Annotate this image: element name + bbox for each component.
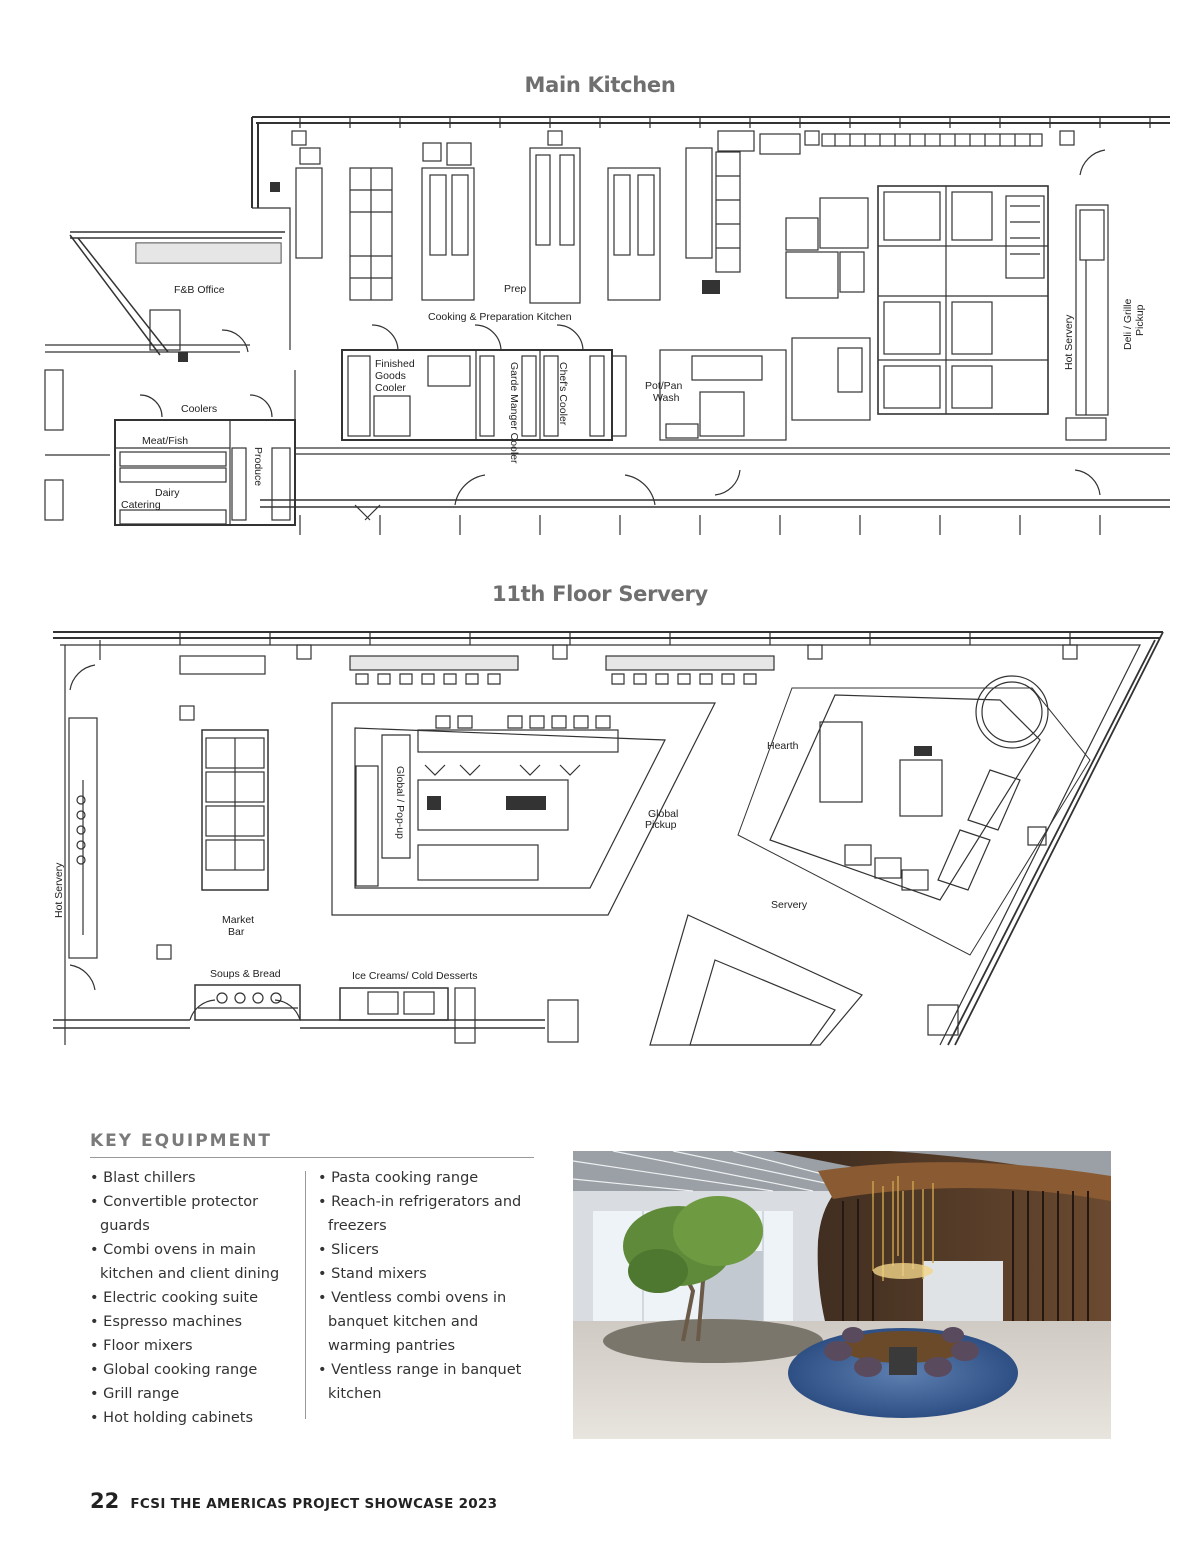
list-item: • Hot holding cabinets <box>90 1406 295 1430</box>
column-divider <box>305 1171 306 1419</box>
list-item: • Floor mixers <box>90 1334 295 1358</box>
dining-room-photo <box>573 1151 1111 1439</box>
label-servery: Servery <box>771 899 808 911</box>
list-item: • Pasta cooking range <box>318 1166 533 1190</box>
label-deli-grille-1: Deli / Grille <box>1122 298 1134 350</box>
label-catering: Catering <box>121 499 161 511</box>
label-chefs-cooler: Chef's Cooler <box>557 362 569 426</box>
equipment-list-column-1 <box>90 1166 295 1430</box>
label-finished-goods-1: Finished <box>375 358 415 370</box>
list-item: • Combi ovens in main kitchen and client dining <box>90 1238 295 1286</box>
list-item: • Reach-in refrigerators and freezers <box>318 1190 533 1238</box>
equipment-list-column-2 <box>318 1166 533 1406</box>
label-global-pickup-1: Global <box>648 808 679 820</box>
label-coolers: Coolers <box>181 403 218 415</box>
label-produce: Produce <box>252 447 264 487</box>
page-number: 22 <box>90 1489 120 1513</box>
label-finished-goods-3: Cooler <box>375 382 406 394</box>
list-item: • Ventless combi ovens in banquet kitchen and warming pantries <box>318 1286 533 1358</box>
main-kitchen-title: Main Kitchen <box>524 73 676 97</box>
label-hot-servery-kitchen: Hot Servery <box>1063 314 1075 370</box>
list-item: • Espresso machines <box>90 1310 295 1334</box>
main-kitchen-floor-plan <box>0 0 1200 535</box>
list-item: • Electric cooking suite <box>90 1286 295 1310</box>
label-fb-office: F&B Office <box>174 284 225 296</box>
label-pot-pan-1: Pot/Pan <box>645 380 683 392</box>
list-item: • Slicers <box>318 1238 533 1262</box>
label-global-popup: Global / Pop-up <box>394 766 406 839</box>
label-hot-servery: Hot Servery <box>53 862 65 918</box>
label-ice-creams: Ice Creams/ Cold Desserts <box>352 970 478 982</box>
servery-title: 11th Floor Servery <box>492 582 708 606</box>
key-equipment-heading: KEY EQUIPMENT <box>90 1131 273 1151</box>
label-finished-goods-2: Goods <box>375 370 406 382</box>
list-item: • Blast chillers <box>90 1166 295 1190</box>
heading-divider <box>90 1157 534 1158</box>
label-meat-fish: Meat/Fish <box>142 435 189 447</box>
label-market-bar-1: Market <box>222 914 255 926</box>
label-soups-bread: Soups & Bread <box>210 968 281 980</box>
label-deli-grille-2: Pickup <box>1134 304 1146 336</box>
label-prep: Prep <box>504 283 527 295</box>
label-pot-pan-2: Wash <box>653 392 680 404</box>
label-global-pickup-2: Pickup <box>645 819 677 831</box>
label-dairy: Dairy <box>155 487 180 499</box>
publication-name: FCSI THE AMERICAS PROJECT SHOWCASE 2023 <box>130 1496 498 1512</box>
list-item: • Ventless range in banquet kitchen <box>318 1358 533 1406</box>
list-item: • Global cooking range <box>90 1358 295 1382</box>
servery-floor-plan <box>0 620 1200 1050</box>
page-footer <box>90 1489 497 1513</box>
label-market-bar-2: Bar <box>228 926 245 938</box>
label-garde-manger: Garde Manger Cooler <box>508 362 520 464</box>
list-item: • Stand mixers <box>318 1262 533 1286</box>
label-hearth: Hearth <box>767 740 799 752</box>
label-cooking-prep-kitchen: Cooking & Preparation Kitchen <box>428 311 572 323</box>
list-item: • Grill range <box>90 1382 295 1406</box>
list-item: • Convertible protector guards <box>90 1190 295 1238</box>
